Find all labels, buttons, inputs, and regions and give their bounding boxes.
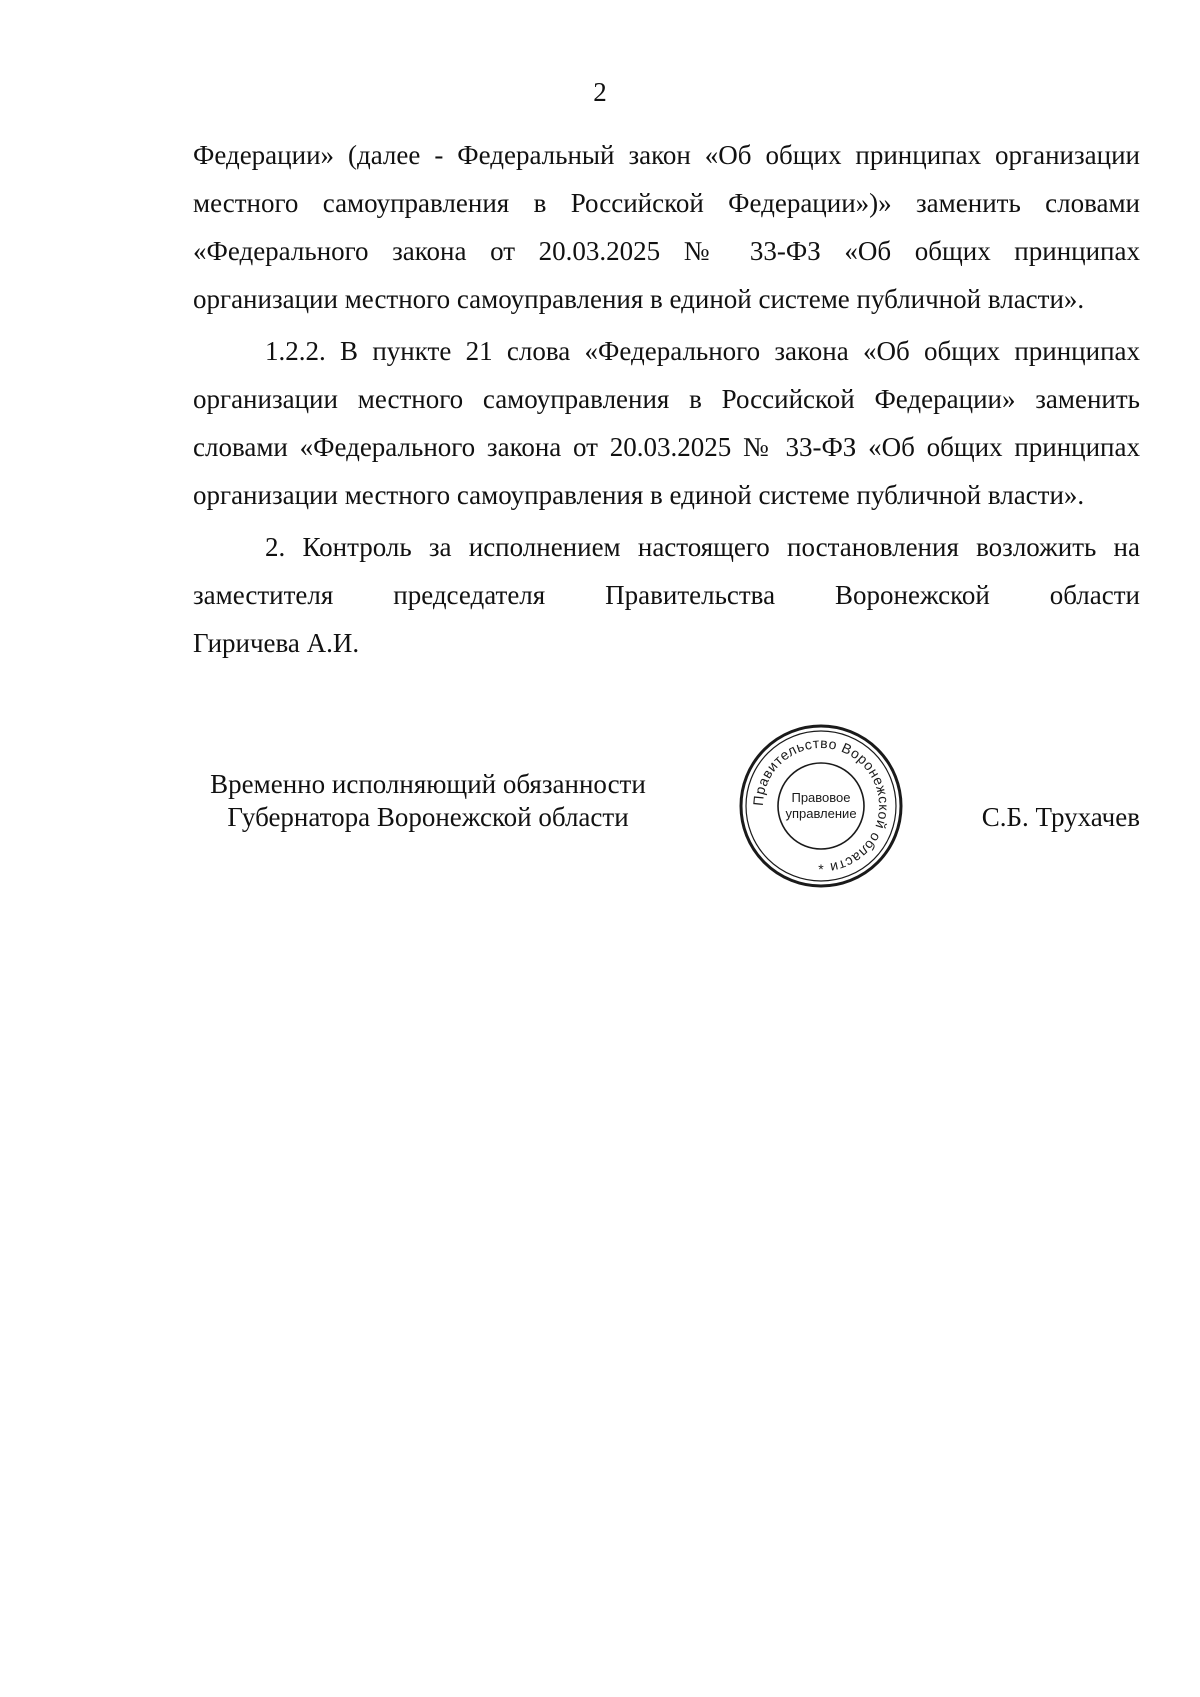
signer-position-line-1: Временно исполняющий обязанности [210,769,646,799]
paragraph-2-line-1: 1.2.2. В пункте 21 слова «Федерального закона «Об общих принципах [265,336,1140,366]
page-number: 2 [593,77,607,107]
paragraph-2-line-2: организации местного самоуправления в Российской Федерации» заменить [193,384,1140,414]
paragraph-1-line-4: организации местного самоуправления в единой системе публичной власти». [193,284,1085,314]
stamp-seal-icon [737,722,905,890]
signer-name: С.Б. Трухачев [981,802,1140,832]
paragraph-2-line-4: организации местного самоуправления в единой системе публичной власти». [193,480,1085,510]
official-stamp [737,722,905,890]
stamp-center-line-2: управление [785,806,857,821]
paragraph-2-line-3: словами «Федерального закона от 20.03.2025 № 33-ФЗ «Об общих принципах [193,432,1140,462]
stamp-star: * [818,861,824,877]
document-body [193,131,1140,667]
stamp-ring-text: Правительство Воронежской области [749,734,893,877]
paragraph-3-line-3: Гиричева А.И. [193,628,360,658]
paragraph-3-line-2: заместителя председателя Правительства Воронежской области [193,580,1140,610]
stamp-center-line-1: Правовое [791,790,851,805]
paragraph-1-line-3: «Федерального закона от 20.03.2025 № 33-ФЗ «Об общих принципах [193,236,1140,266]
signer-position-line-2: Губернатора Воронежской области [227,802,629,832]
paragraph-3-line-1: 2. Контроль за исполнением настоящего постановления возложить на [265,532,1140,562]
signer-position [193,768,663,834]
paragraph-1-line-2: местного самоуправления в Российской Федерации»)» заменить словами [193,188,1140,218]
paragraph-1-line-1: Федерации» (далее - Федеральный закон «Об общих принципах организации [193,140,1140,170]
